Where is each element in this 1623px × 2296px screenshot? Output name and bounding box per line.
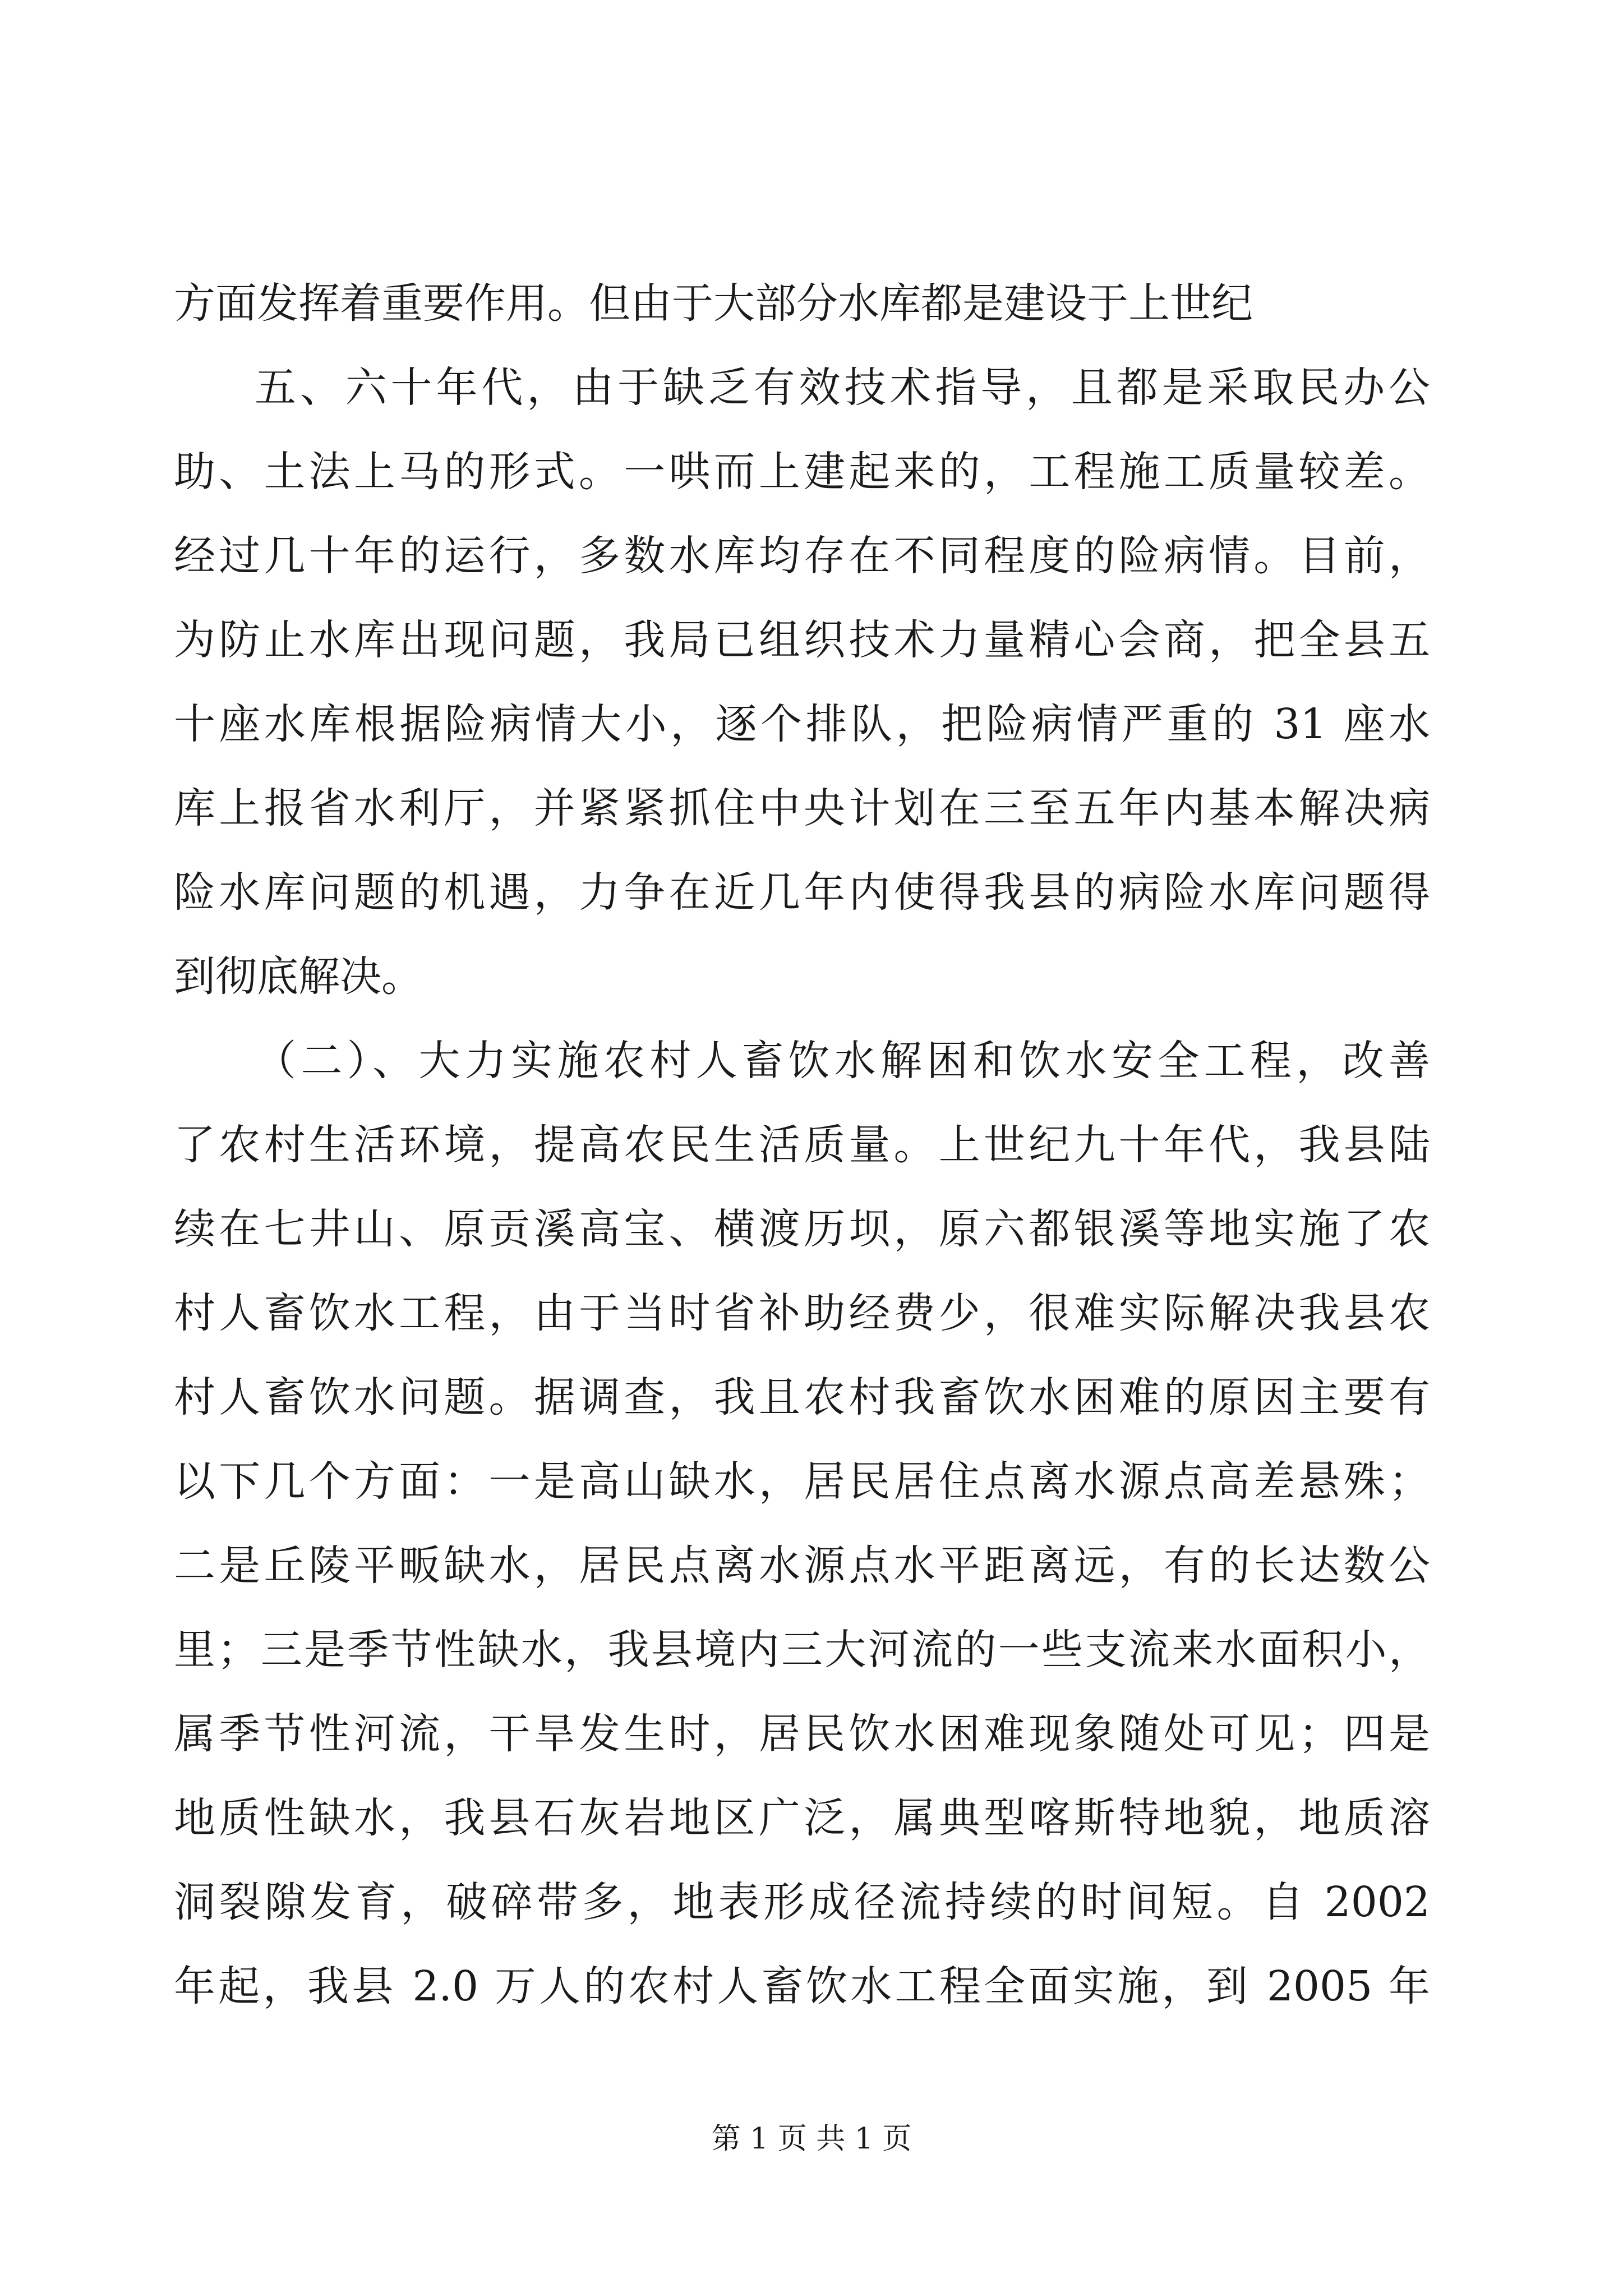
text-line-2: 五、六十年代，由于缺乏有效技术指导，且都是采取民办公	[255, 364, 1430, 412]
text-line-15: 以下几个方面：一是高山缺水，居民居住点离水源点高差悬殊；	[174, 1457, 1430, 1506]
text-line-6: 十座水库根据险病情大小，逐个排队，把险病情严重的 31 座水	[174, 700, 1430, 748]
text-line-4: 经过几十年的运行，多数水库均存在不同程度的险病情。目前，	[174, 532, 1430, 580]
text-line-11: 了农村生活环境，提高农民生活质量。上世纪九十年代，我县陆	[174, 1121, 1430, 1169]
text-line-3: 助、土法上马的形式。一哄而上建起来的，工程施工质量较差。	[174, 448, 1430, 496]
text-line-18: 属季节性河流，干旱发生时，居民饮水困难现象随处可见；四是	[174, 1710, 1430, 1758]
text-line-9: 到彻底解决。	[174, 953, 423, 1001]
text-line-17: 里；三是季节性缺水，我县境内三大河流的一些支流来水面积小，	[174, 1626, 1430, 1674]
text-line-16: 二是丘陵平畈缺水，居民点离水源点水平距离远，有的长达数公	[174, 1542, 1430, 1590]
text-line-5: 为防止水库出现问题，我局已组织技术力量精心会商，把全县五	[174, 616, 1430, 664]
text-line-10: （二）、大力实施农村人畜饮水解困和饮水安全工程，改善	[255, 1037, 1430, 1085]
text-line-7: 库上报省水利厅，并紧紧抓住中央计划在三至五年内基本解决病	[174, 784, 1430, 832]
text-line-1: 方面发挥着重要作用。但由于大部分水库都是建设于上世纪	[174, 279, 1253, 328]
text-line-14: 村人畜饮水问题。据调查，我且农村我畜饮水困难的原因主要有	[174, 1373, 1430, 1421]
page-footer: 第 1 页 共 1 页	[711, 2122, 912, 2156]
text-line-8: 险水库问题的机遇，力争在近几年内使得我县的病险水库问题得	[174, 868, 1430, 917]
text-line-19: 地质性缺水，我县石灰岩地区广泛，属典型喀斯特地貌，地质溶	[174, 1794, 1430, 1842]
text-line-20: 洞裂隙发育，破碎带多，地表形成径流持续的时间短。自 2002	[174, 1878, 1430, 1926]
text-line-21: 年起，我县 2.0 万人的农村人畜饮水工程全面实施，到 2005 年	[174, 1962, 1430, 2010]
text-line-13: 村人畜饮水工程，由于当时省补助经费少，很难实际解决我县农	[174, 1289, 1430, 1337]
text-line-12: 续在七井山、原贡溪高宝、横渡历坝，原六都银溪等地实施了农	[174, 1205, 1430, 1253]
